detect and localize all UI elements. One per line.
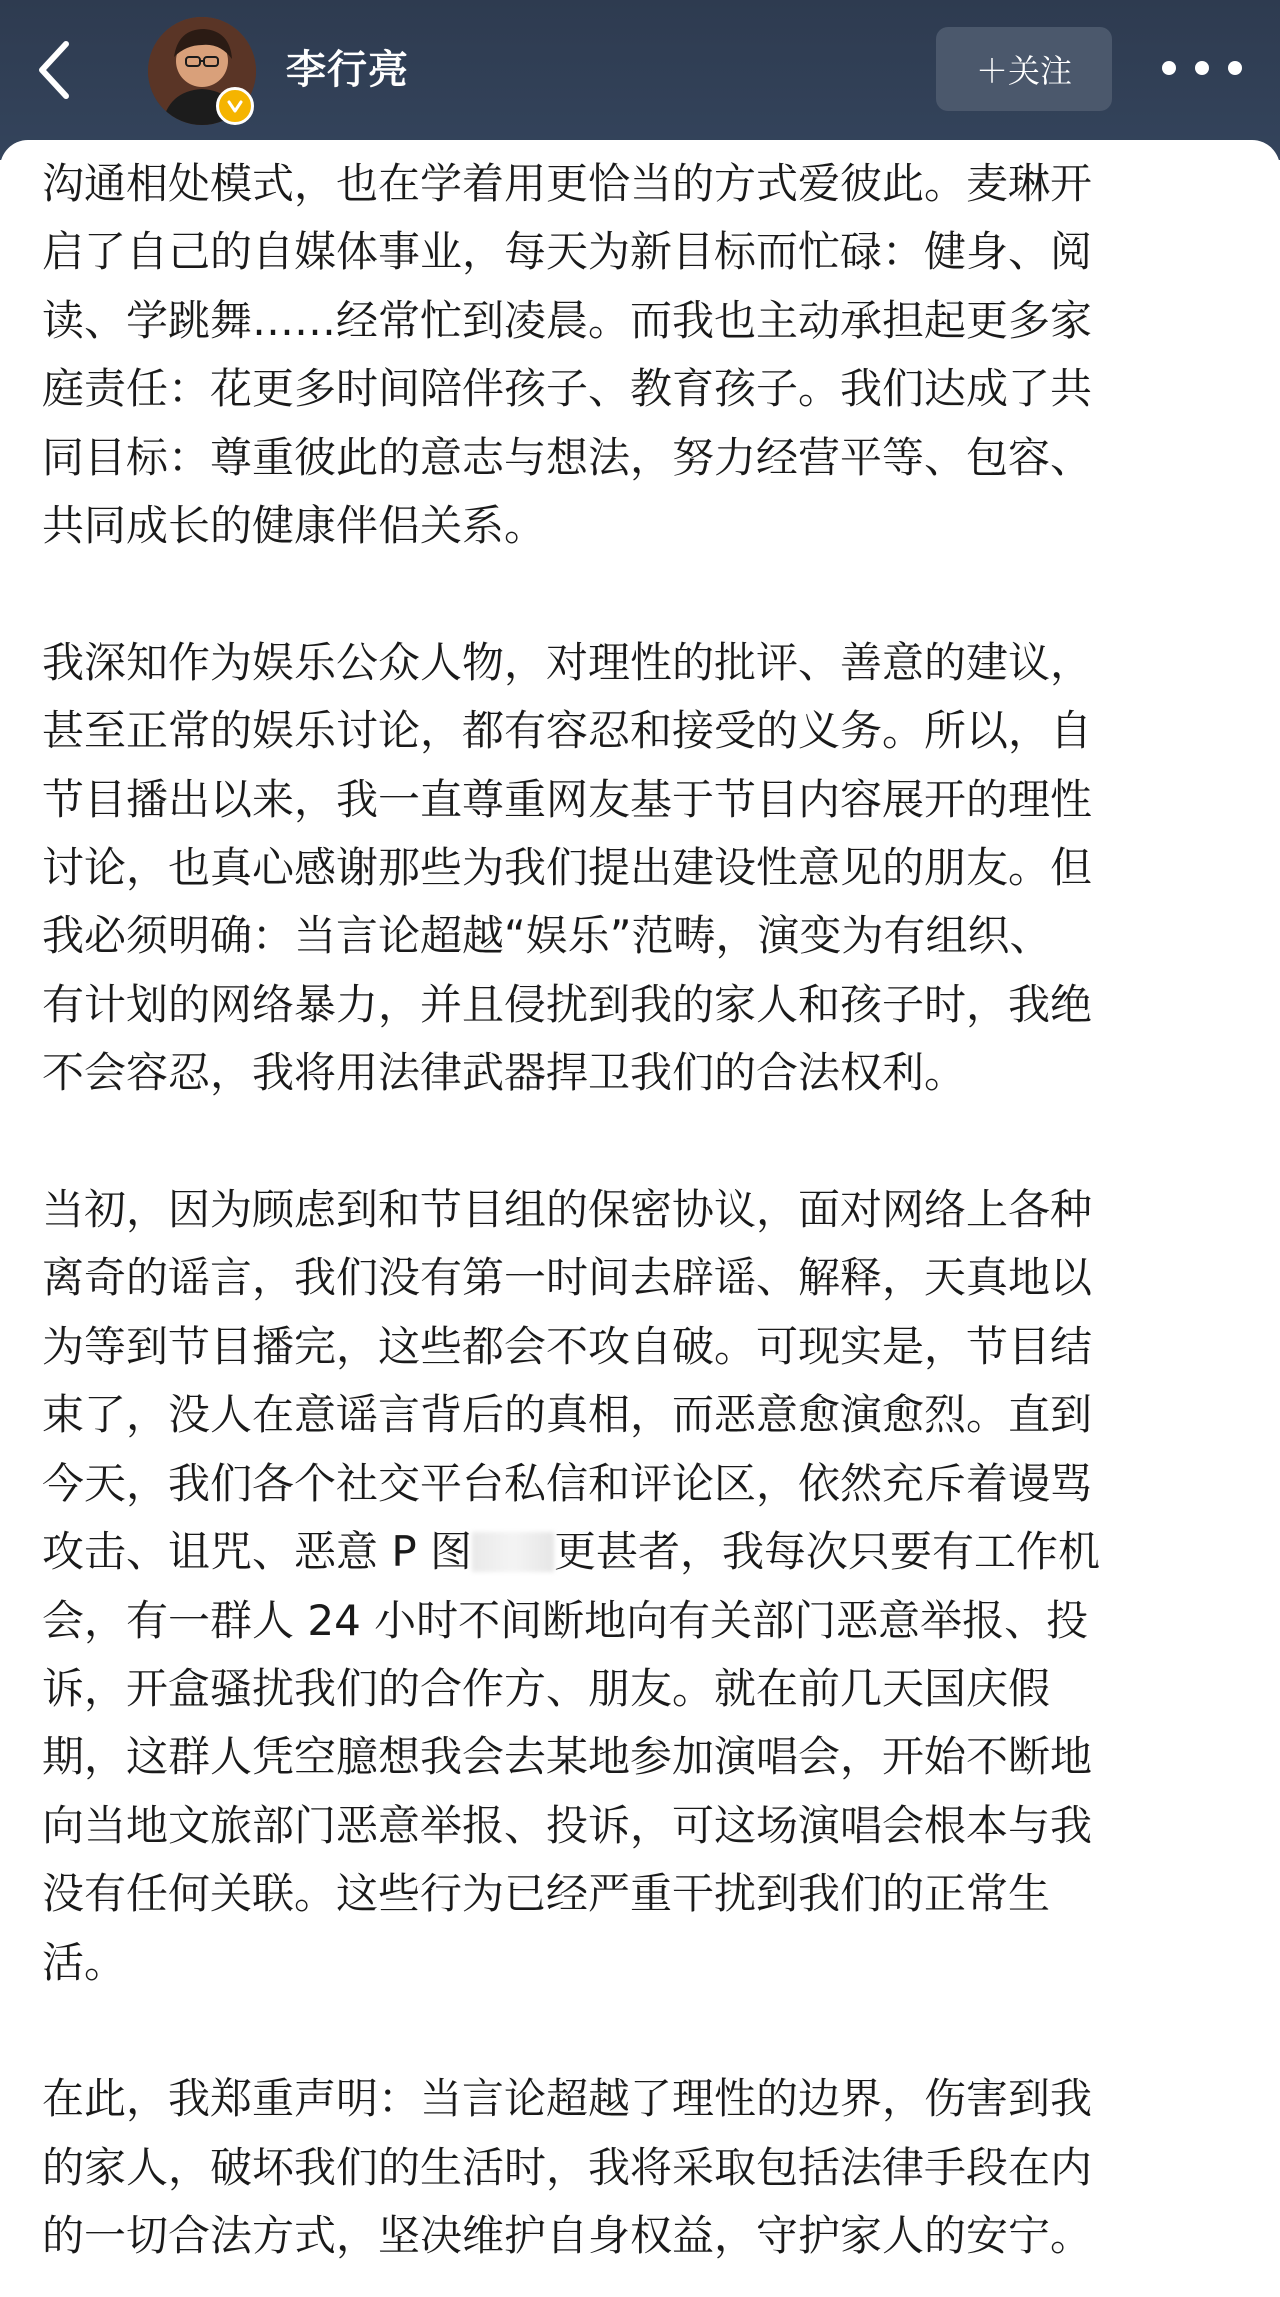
- back-button[interactable]: [24, 32, 84, 108]
- top-navigation-bar: [0, 0, 1280, 160]
- verified-badge-icon: [216, 87, 254, 125]
- back-chevron-icon: [34, 38, 74, 102]
- more-dot: [1162, 61, 1176, 75]
- more-dots-icon[interactable]: [1162, 40, 1242, 96]
- more-dot: [1195, 61, 1209, 75]
- paragraph: 在此，我郑重声明：当言论超越了理性的边界，伤害到我 的家人，破坏我们的生活时，我将采取包括法律手段在内 的一切合法方式，坚决维护自身权益，守护家人的安宁。: [42, 2074, 1093, 2261]
- paragraph-with-mask: [42, 1176, 1242, 1997]
- more-dot: [1228, 61, 1242, 75]
- paragraph-part: 当初，因为顾虑到和节目组的保密协议，面对网络上各种 离奇的谣言，我们没有第一时间去辟谣、解释，天真地以 为等到节目播完，这些都会不攻自破。可现实是，节目结 束了，没人在意谣言背后的真相，而恶意愈演愈烈。直到 今天，我们各个社交平台私信和评论区，依然充斥着谩骂 攻击、诅咒、恶意 P 图: [42, 1185, 1093, 1577]
- post-body: [42, 150, 1242, 2271]
- username[interactable]: 李行亮: [286, 47, 409, 93]
- paragraph-part: 更甚者，我每次只要有工作机 会，有一群人 24 小时不间断地向有关部门恶意举报、投 诉，开盒骚扰我们的合作方、朋友。就在前几天国庆假 期，这群人凭空臆想我会去某地参加演唱会，开始不断地 向当地文旅部门恶意举报、投诉，可这场演唱会根本与我 没有任何关联。这些行为已经严重干扰到我们的正常生 活。: [42, 1527, 1101, 1987]
- paragraph: 沟通相处模式，也在学着用更恰当的方式爱彼此。麦琳开 启了自己的自媒体事业，每天为新目标而忙碌：健身、阅 读、学跳舞……经常忙到凌晨。而我也主动承担起更多家 庭责任：花更多时间陪伴孩子、教育孩子。我们达成了共 同目标：尊重彼此的意志与想法，努力经营平等、包容、 共同成长的健康伴侣关系。: [42, 159, 1093, 551]
- blurred-region: [472, 1532, 554, 1572]
- paragraph: 我深知作为娱乐公众人物，对理性的批评、善意的建议， 甚至正常的娱乐讨论，都有容忍和接受的义务。所以，自 节目播出以来，我一直尊重网友基于节目内容展开的理性 讨论，也真心感谢那些为我们提出建设性意见的朋友。但 我必须明确：当言论超越“娱乐”范畴，演变为有组织、 有计划的网络暴力，并且侵扰到我的家人和孩子时，我绝 不会容忍，我将用法律武器捍卫我们的合法权利。: [42, 637, 1093, 1098]
- follow-button[interactable]: ＋关注: [936, 27, 1112, 111]
